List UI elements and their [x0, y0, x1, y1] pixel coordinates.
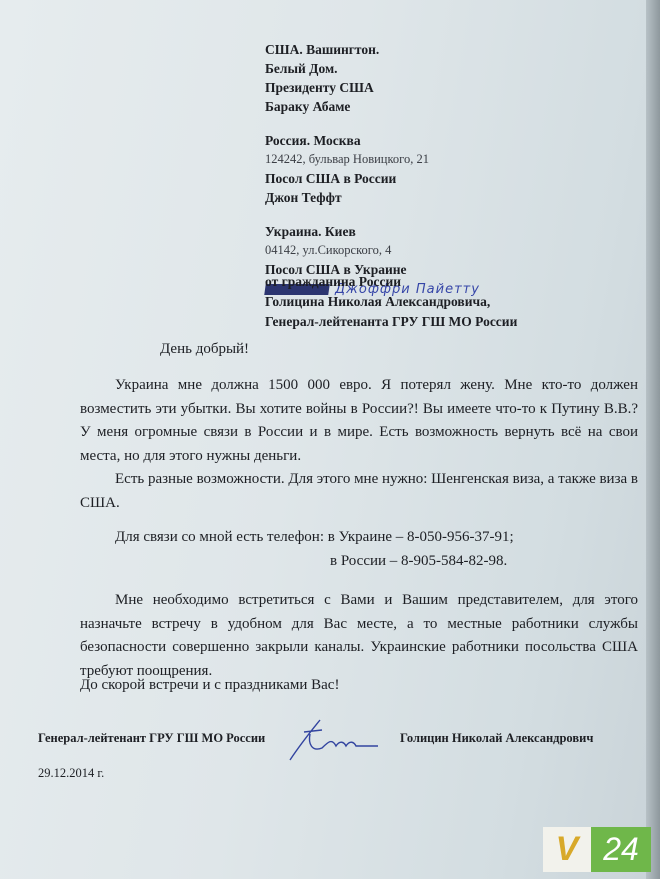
paragraph: Мне необходимо встретиться с Вами и Вашим представителем, для этого назначьте встречу в удобном для Вас месте, а то местные работники службы безопасности совершенно закрыли каналы. Украинские работники посольства США требуют поощрения. [80, 592, 638, 679]
phone-ukraine: Для связи со мной есть телефон: в Украине – 8-050-956-37-91; [115, 529, 514, 545]
recipient-line: Бараку Абаме [265, 99, 351, 114]
paragraph: Есть разные возможности. Для этого мне нужно: Шенгенская виза, а также виза в США. [80, 471, 639, 511]
page-edge-shadow [646, 0, 660, 879]
recipient-address: 04142, ул.Сикорского, 4 [265, 243, 392, 257]
sender-line: от гражданина России [265, 274, 401, 289]
recipient-name: Джон Теффт [265, 190, 342, 205]
v24-watermark-logo [543, 827, 651, 872]
body-paragraphs [80, 374, 638, 515]
handwritten-signature [282, 712, 382, 767]
phone-russia: в России – 8-905-584-82-98. [330, 553, 508, 569]
recipients-block [265, 40, 480, 299]
recipient-line: Белый Дом. [265, 61, 338, 76]
recipient-line: США. Вашингтон. [265, 42, 380, 57]
logo-letter: V [543, 827, 591, 872]
letter-date: 29.12.2014 г. [38, 766, 105, 780]
closing-line: До скорой встречи и с праздниками Вас! [80, 677, 340, 693]
recipient-title: Посол США в России [265, 171, 397, 186]
greeting: День добрый! [160, 341, 250, 357]
recipient-address: 124242, бульвар Новицкого, 21 [265, 152, 429, 166]
handwritten-name: Джоффри Пайетту [335, 282, 480, 297]
sender-block [265, 272, 517, 332]
logo-number: 24 [591, 827, 651, 872]
recipient-title: Посол США в Украине [265, 262, 407, 277]
sender-line: Голицина Николая Александровича, [265, 294, 491, 309]
paragraph: Украина мне должна 1500 000 евро. Я потерял жену. Мне кто-то должен возместить эти убытки. Вы хотите войны в России?! Вы имеете что-то к Путину В.В.? У меня огромные связи в России и в мире. Есть возможность вернуть всё на свои места, но для этого нужны деньги. [80, 377, 638, 464]
recipient-line: Президенту США [265, 80, 374, 95]
meeting-paragraph-block [80, 589, 638, 683]
recipient-city: Украина. Киев [265, 224, 356, 239]
signature-rank: Генерал-лейтенант ГРУ ГШ МО России [38, 731, 266, 745]
sender-line: Генерал-лейтенанта ГРУ ГШ МО России [265, 314, 518, 329]
signature-name: Голицин Николай Александрович [400, 731, 594, 745]
recipient-city: Россия. Москва [265, 133, 361, 148]
